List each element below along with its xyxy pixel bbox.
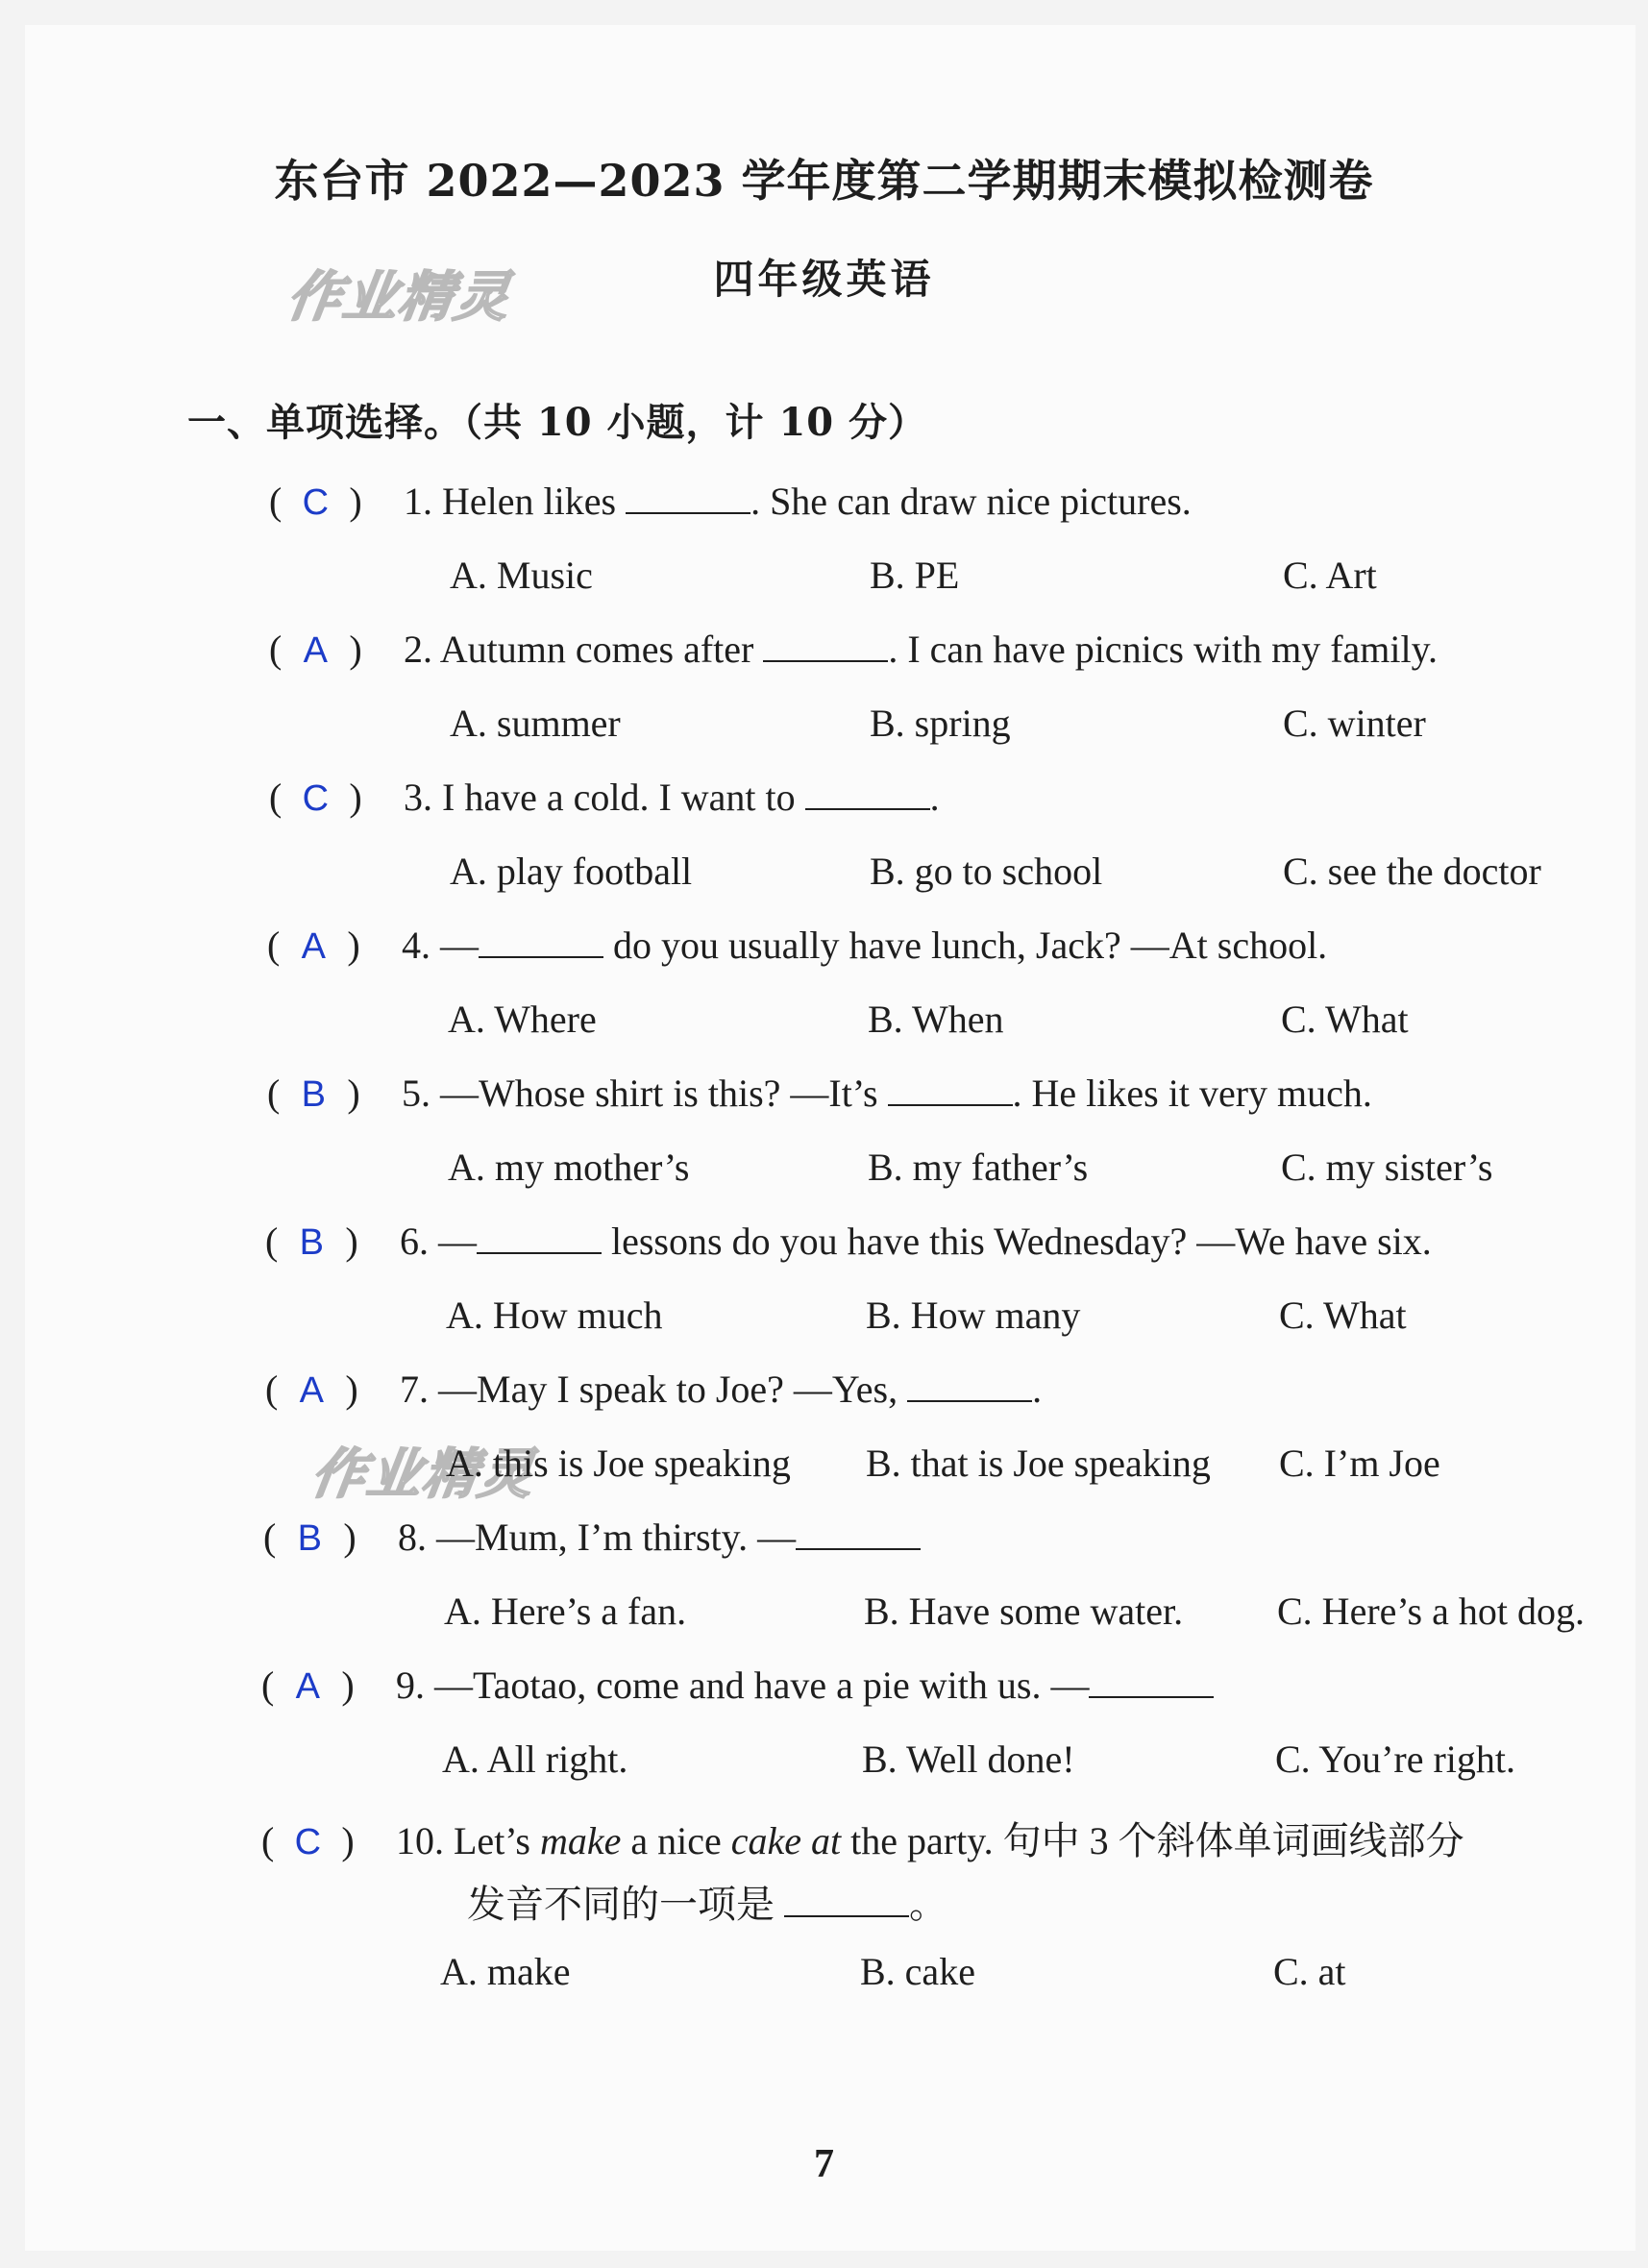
exam-title: 东台市 2022—2023 学年度第二学期期末模拟检测卷	[274, 155, 1374, 207]
question-9: ( A ) 9. —Taotao, come and have a pie with us. —	[261, 1663, 1214, 1708]
question-text: —	[438, 1220, 477, 1263]
answer-mark: C	[302, 778, 330, 819]
option-a: A. make	[440, 1950, 571, 1993]
option-a: A. Here’s a fan.	[444, 1590, 687, 1633]
answer-mark: B	[299, 1222, 324, 1263]
answer-mark: A	[299, 1370, 324, 1411]
question-number: 8.	[398, 1516, 427, 1559]
question-text: 。	[909, 1883, 947, 1926]
answer-mark: A	[303, 630, 328, 671]
answer-blank	[763, 633, 888, 662]
option-b: B. go to school	[870, 850, 1103, 893]
option-a: A. summer	[450, 702, 621, 745]
question-number: 10.	[396, 1819, 444, 1862]
answer-blank	[907, 1373, 1032, 1402]
answer-blank	[479, 929, 603, 958]
answer-blank	[1089, 1669, 1214, 1698]
question-text: .	[1032, 1368, 1043, 1411]
question-text: . He likes it very much.	[1012, 1072, 1372, 1115]
question-10-continuation	[467, 1874, 947, 1929]
question-text: Autumn comes after	[439, 628, 754, 671]
question-6: ( B ) 6. — lessons do you have this Wednesday? —We have six.	[265, 1220, 1432, 1263]
question-1: ( C ) 1. Helen likes . She can draw nice pictures.	[269, 480, 1192, 523]
option-a: A. All right.	[442, 1738, 628, 1781]
option-a: A. How much	[446, 1294, 663, 1337]
exam-subtitle: 四年级英语	[713, 256, 935, 303]
section-heading: 一、单项选择。（共 10 小题，计 10 分）	[187, 400, 928, 445]
answer-blank	[888, 1077, 1013, 1106]
option-c: C. Here’s a hot dog.	[1277, 1590, 1585, 1633]
question-5: ( B ) 5. —Whose shirt is this? —It’s . He likes it very much.	[267, 1072, 1372, 1115]
answer-mark: B	[297, 1518, 322, 1559]
question-text: .	[929, 776, 940, 819]
page-number: 7	[814, 2142, 834, 2186]
answer-mark: B	[301, 1074, 326, 1115]
option-c: C. I’m Joe	[1279, 1442, 1440, 1485]
question-number: 1.	[404, 480, 432, 523]
italic-word: at	[811, 1819, 842, 1862]
option-b: B. cake	[860, 1950, 975, 1993]
question-text: —Mum, I’m thirsty. —	[436, 1516, 797, 1559]
question-number: 4.	[402, 924, 430, 967]
answer-blank	[796, 1521, 921, 1550]
question-number: 6.	[400, 1220, 429, 1263]
question-text: do you usually have lunch, Jack? —At school.	[603, 924, 1328, 967]
option-b: B. that is Joe speaking	[866, 1442, 1211, 1485]
question-number: 2.	[404, 628, 432, 671]
question-text: the party. 句中 3 个斜体单词画线部分	[850, 1819, 1464, 1862]
option-c: C. at	[1273, 1950, 1346, 1993]
question-10: ( C ) 10. Let’s make a nice cake at the party. 句中 3 个斜体单词画线部分	[261, 1819, 1464, 1862]
question-text: Helen likes	[442, 480, 617, 523]
question-text: —Taotao, come and have a pie with us. —	[434, 1664, 1090, 1707]
option-b: B. How many	[866, 1294, 1081, 1337]
answer-mark: C	[302, 482, 330, 523]
option-b: B. PE	[870, 554, 960, 597]
question-text: —Whose shirt is this? —It’s	[440, 1072, 878, 1115]
option-c: C. my sister’s	[1281, 1146, 1493, 1189]
question-3: ( C ) 3. I have a cold. I want to .	[269, 776, 940, 819]
question-number: 7.	[400, 1368, 429, 1411]
question-number: 5.	[402, 1072, 430, 1115]
option-b: B. my father’s	[868, 1146, 1089, 1189]
watermark-logo: 作业精灵	[283, 266, 515, 329]
question-text: I have a cold. I want to	[442, 776, 796, 819]
answer-blank	[477, 1225, 602, 1254]
answer-mark: A	[301, 926, 326, 967]
option-c: C. winter	[1283, 702, 1426, 745]
option-b: B. spring	[870, 702, 1011, 745]
question-text: —	[440, 924, 479, 967]
question-text: . She can draw nice pictures.	[750, 480, 1192, 523]
italic-word: make	[539, 1819, 622, 1862]
answer-mark: A	[295, 1666, 320, 1707]
question-text: —May I speak to Joe? —Yes,	[438, 1368, 898, 1411]
option-b: B. When	[868, 998, 1004, 1041]
option-c: C. What	[1281, 998, 1409, 1041]
answer-blank	[626, 485, 750, 514]
option-c: C. Art	[1283, 554, 1377, 597]
question-text: 发音不同的一项是	[467, 1883, 775, 1926]
question-2: ( A ) 2. Autumn comes after . I can have picnics with my family.	[269, 628, 1439, 671]
watermark-logo: 作业精灵	[307, 1443, 539, 1506]
question-text: . I can have picnics with my family.	[888, 628, 1439, 671]
option-a: A. Music	[450, 554, 593, 597]
option-b: B. Have some water.	[864, 1590, 1184, 1633]
italic-word: cake	[730, 1819, 802, 1862]
question-7: ( A ) 7. —May I speak to Joe? —Yes, .	[265, 1368, 1043, 1411]
answer-mark: C	[294, 1822, 322, 1862]
option-c: C. You’re right.	[1275, 1738, 1516, 1781]
question-number: 9.	[396, 1664, 425, 1707]
question-text: a nice	[630, 1819, 722, 1862]
answer-blank	[805, 781, 930, 810]
question-8: ( B ) 8. —Mum, I’m thirsty. —	[263, 1515, 921, 1560]
option-b: B. Well done!	[862, 1738, 1075, 1781]
question-text: lessons do you have this Wednesday? —We have six.	[602, 1220, 1432, 1263]
question-4: ( A ) 4. — do you usually have lunch, Jack? —At school.	[267, 924, 1328, 967]
answer-blank	[784, 1888, 909, 1917]
question-number: 3.	[404, 776, 432, 819]
option-a: A. this is Joe speaking	[446, 1442, 791, 1485]
option-c: C. see the doctor	[1283, 850, 1541, 893]
option-a: A. Where	[448, 998, 597, 1041]
option-a: A. my mother’s	[448, 1146, 690, 1189]
question-text: Let’s	[454, 1819, 530, 1862]
option-a: A. play football	[450, 850, 693, 893]
option-c: C. What	[1279, 1294, 1407, 1337]
